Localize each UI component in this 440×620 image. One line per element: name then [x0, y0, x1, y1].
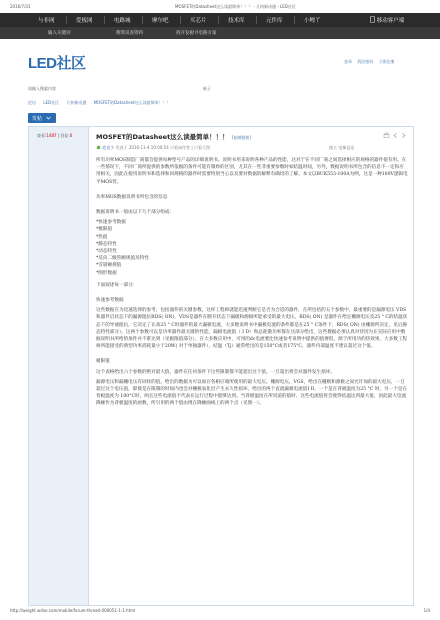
topnav-divider: [180, 16, 181, 24]
breadcrumb-led[interactable]: LED社区: [43, 100, 60, 105]
views-label: 查看:: [37, 133, 47, 138]
topnav-item-moerba[interactable]: 摩尔吧: [152, 18, 169, 24]
list-item: *静态特性: [96, 241, 117, 247]
search-keyword-input[interactable]: 输入关键词: [48, 31, 71, 36]
breadcrumb: [28, 100, 414, 108]
print-footer: [10, 608, 430, 616]
view-filter-links[interactable]: 只看该作者 | 只看大图: [170, 145, 210, 150]
list-item: *图形数据: [96, 270, 117, 276]
search-bar: [0, 27, 440, 39]
thread-post: [28, 126, 414, 606]
search-devboard-link[interactable]: 找开发板寻电路方案: [176, 31, 217, 36]
views-count: 1487: [46, 133, 57, 138]
new-post-label: 发帖: [32, 116, 43, 122]
topnav-divider: [294, 16, 295, 24]
page-number: 1/4: [423, 608, 430, 613]
topnav-divider: [104, 16, 105, 24]
topnav-item-xiaoliya[interactable]: 小鲤丫: [304, 18, 321, 24]
list-item: *动态特性: [96, 249, 117, 255]
login-link[interactable]: 登录: [344, 59, 352, 64]
section-heading: 极限值: [96, 359, 110, 365]
arrow-left-icon[interactable]: [392, 132, 399, 139]
topnav-item-aibanwang[interactable]: 爱板网: [76, 18, 93, 24]
breadcrumb-thread[interactable]: MOSFET的Datasheet这么读最简单！！！: [93, 100, 171, 105]
top-navigation: [0, 13, 440, 27]
post-paragraph: 所有功率MOS制造厂商都会提供每种型号产品的详细说明书。说明书用来说明各种产品的性能，这对于在不同厂商之间选择相应的规格的器件很有用。在一些情况下，不同厂商所提供的参数所依据的条件可能有微妙的区别，尤其在一些非重要参数时如结温时间，另外，数据说明书所包含的信息不一定和应用相关，因此在使用说明书和选择和回规格的器件时需要特别当心以及要对数据的解释有确切的了解。本文以BUK553-100A为例，这是一种100V逻辑电平MOS管。: [96, 158, 408, 185]
topnav-item-yuanjianku[interactable]: 元件库: [266, 18, 283, 24]
post-paragraph: 功率MOS数据说明书所包含的信息: [96, 194, 168, 200]
post-paragraph: 下面叙述每一部分：: [96, 282, 138, 288]
topnav-item-dianlucheng[interactable]: 电路城: [114, 18, 131, 24]
thread-tools: [383, 132, 407, 141]
topnav-divider: [218, 16, 219, 24]
post-floor[interactable]: 楼主 电梯直达: [329, 145, 355, 150]
post-date: 发表于 2016-11-4 10:00:54: [115, 145, 169, 150]
page-url: http://weight.wdxe.com/mobile/forum-thread-000051-1-1.html: [10, 608, 136, 613]
stats-separator: |: [56, 133, 61, 138]
author-column: [29, 127, 89, 605]
post-paragraph: 这些数据在为迅速选择的参考，包括器件的关键参数，这样工程师就能迅速判断它是否为合适的器件，在所包括的五个参数中，最重要的是漏源电压 VDS和器件启状态下的漏源阻抗RDS( ON)，VDS是器件在断开状态下漏极和源极所能承受的最大电压，RDS( ON) 是器件在给定栅源电压及25 ° C的结温状态下的导通阻抗，它决定了在高25 ° C时器件的最大漏极电流，大多数说明书中漏极电流的条件都是在25 ° C条件下，RDS( ON) 由栅源所决定，见后静态特性部分）。这两个参数可以是功率器件最关键的性能，漏极电流值（ I D）和总耗散功率都在这部分给出，这些数据必须认真对待因为在实际应用中数据说明书所给的条件并不难达到（见极限值部分）。在大多数应用中，可用的dc电流要比快速参考说明中提供的值要低，源于所用功的热效果，大多数工程师所能接受的典型功率消耗量小于20W( 对于单独器件），结温（Tj）通常给出的是150°C或者175°C，器件内部温度不建议超过这个值。: [96, 308, 408, 350]
replies-label: 回复:: [60, 133, 70, 138]
forgot-password-link[interactable]: 找回密码: [357, 59, 374, 64]
topnav-divider: [142, 16, 143, 24]
list-item: *反向二级管额规值及特性: [96, 256, 149, 262]
topnav-divider: [66, 16, 67, 24]
mobile-client-link[interactable]: [370, 16, 404, 24]
thread-stats: [37, 133, 72, 139]
post-paragraph: 这个表格给出六个参数的绝对最大值，器件在任何条件下这些限制都不能超出这个值。一旦超出将会对器件发生损坏。: [96, 369, 335, 375]
replies-count: 0: [69, 133, 73, 138]
author-link[interactable]: 泡老少: [102, 145, 115, 150]
mobile-client-label: 移动客户端: [376, 18, 405, 24]
post-paragraph: 数据说明书一般由以下几个部分组成：: [96, 210, 175, 216]
print-title: MOSFET的Datasheet这么读最简单！！！ - 几何新动通 - LED社区: [175, 4, 296, 9]
online-status-icon: [96, 145, 101, 150]
breadcrumb-forum[interactable]: 论坛: [28, 100, 36, 105]
print-date: 2016/7/31: [10, 4, 31, 9]
breadcrumb-board[interactable]: 几何新动通: [66, 100, 87, 105]
arrow-right-icon[interactable]: [400, 132, 407, 139]
topnav-item-jishuku[interactable]: 技术库: [228, 18, 245, 24]
list-item: *极限值: [96, 227, 113, 233]
user-links: [340, 59, 395, 65]
post-paragraph: 漏源电压和漏栅电压有同样的值。给出的数据为可以加在各相应端所使用的最大电压。栅源电压，VGS，给出在栅极和源极之间允许加的最大电压，一旦超过这个电压值，即使是在限制的时间内也会对栅极氧化层产生永久性损坏。给出的两个直流漏极电流值I D，一个是在背板温度为25 °C 时，另一个是在背板温度为 100°C时，两且这些电流值不代表在运行过程中能够达到。当背板温度在所说道的值时，这些电流值将会使得结温达到最大值，因此最大电流降额作为背板温度的函数，所引用的两个值由现在降额曲线上的两个点（见图一）。: [96, 379, 407, 407]
post-meta: [96, 145, 210, 151]
search-scope-select[interactable]: 帖子: [203, 86, 211, 91]
chevron-down-icon: [46, 116, 51, 120]
list-item: *快速参考数据: [96, 220, 126, 226]
thread-title-text: MOSFET的Datasheet这么读最简单！！！: [96, 133, 229, 141]
print-header: [10, 4, 430, 12]
new-post-button[interactable]: [28, 113, 56, 123]
forum-search-input[interactable]: 请输入搜索内容: [28, 86, 56, 91]
thread-title: [96, 132, 251, 141]
print-icon[interactable]: [383, 132, 390, 139]
register-link[interactable]: 立即注册: [378, 59, 395, 64]
list-item: *雪崩额规值: [96, 263, 122, 269]
search-row: [28, 86, 414, 94]
section-heading: 快速参考数据: [96, 298, 124, 304]
list-item: *热阻: [96, 234, 108, 240]
topnav-item-maixinpian[interactable]: 买芯片: [190, 18, 207, 24]
copy-link-button[interactable]: [复制链接]: [231, 135, 251, 140]
topnav-divider: [256, 16, 257, 24]
phone-icon: [370, 16, 375, 23]
post-body: [96, 157, 408, 411]
site-logo[interactable]: LED社区: [28, 55, 86, 72]
search-news-link[interactable]: 搜资讯查资料: [116, 31, 143, 36]
topnav-item-eefocus[interactable]: 与非网: [38, 18, 55, 24]
